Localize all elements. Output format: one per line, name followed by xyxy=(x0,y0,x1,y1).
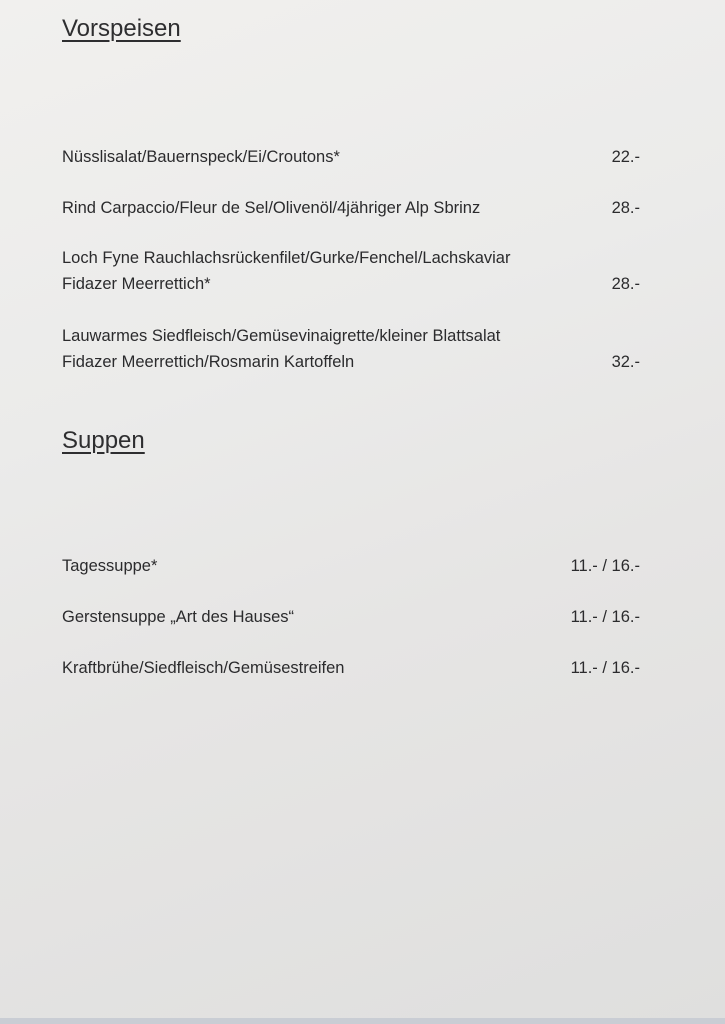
menu-item-price: 11.- / 16.- xyxy=(570,557,640,575)
menu-item-price: 11.- / 16.- xyxy=(570,659,640,677)
section-title-vorspeisen: Vorspeisen xyxy=(62,15,181,42)
menu-item-name: Nüsslisalat/Bauernspeck/Ei/Croutons* xyxy=(62,148,340,166)
menu-item-name: Loch Fyne Rauchlachsrückenfilet/Gurke/Fenchel/Lachskaviar xyxy=(62,249,511,267)
menu-item xyxy=(62,604,640,630)
menu-item xyxy=(62,655,640,681)
menu-item-price: 11.- / 16.- xyxy=(570,608,640,626)
menu-item-name-line-2: Fidazer Meerrettich* xyxy=(62,275,211,293)
menu-item-price: 28.- xyxy=(611,199,640,217)
menu-item-name: Rind Carpaccio/Fleur de Sel/Olivenöl/4jähriger Alp Sbrinz xyxy=(62,199,481,217)
menu-item-name: Gerstensuppe „Art des Hauses“ xyxy=(62,608,295,626)
menu-item-price: 32.- xyxy=(611,353,640,371)
menu-item xyxy=(62,245,640,297)
menu-item xyxy=(62,553,640,579)
menu-item-name: Tagessuppe* xyxy=(62,557,158,575)
menu-item-name: Kraftbrühe/Siedfleisch/Gemüsestreifen xyxy=(62,659,345,677)
menu-item xyxy=(62,144,640,170)
menu-item-price: 28.- xyxy=(611,275,640,293)
menu-item xyxy=(62,195,640,221)
menu-item xyxy=(62,323,640,375)
page-bottom-edge xyxy=(0,1018,725,1024)
menu-item-name-line-2: Fidazer Meerrettich/Rosmarin Kartoffeln xyxy=(62,353,355,371)
menu-item-name: Lauwarmes Siedfleisch/Gemüsevinaigrette/kleiner Blattsalat xyxy=(62,327,501,345)
menu-item-price: 22.- xyxy=(611,148,640,166)
section-title-suppen: Suppen xyxy=(62,427,145,454)
